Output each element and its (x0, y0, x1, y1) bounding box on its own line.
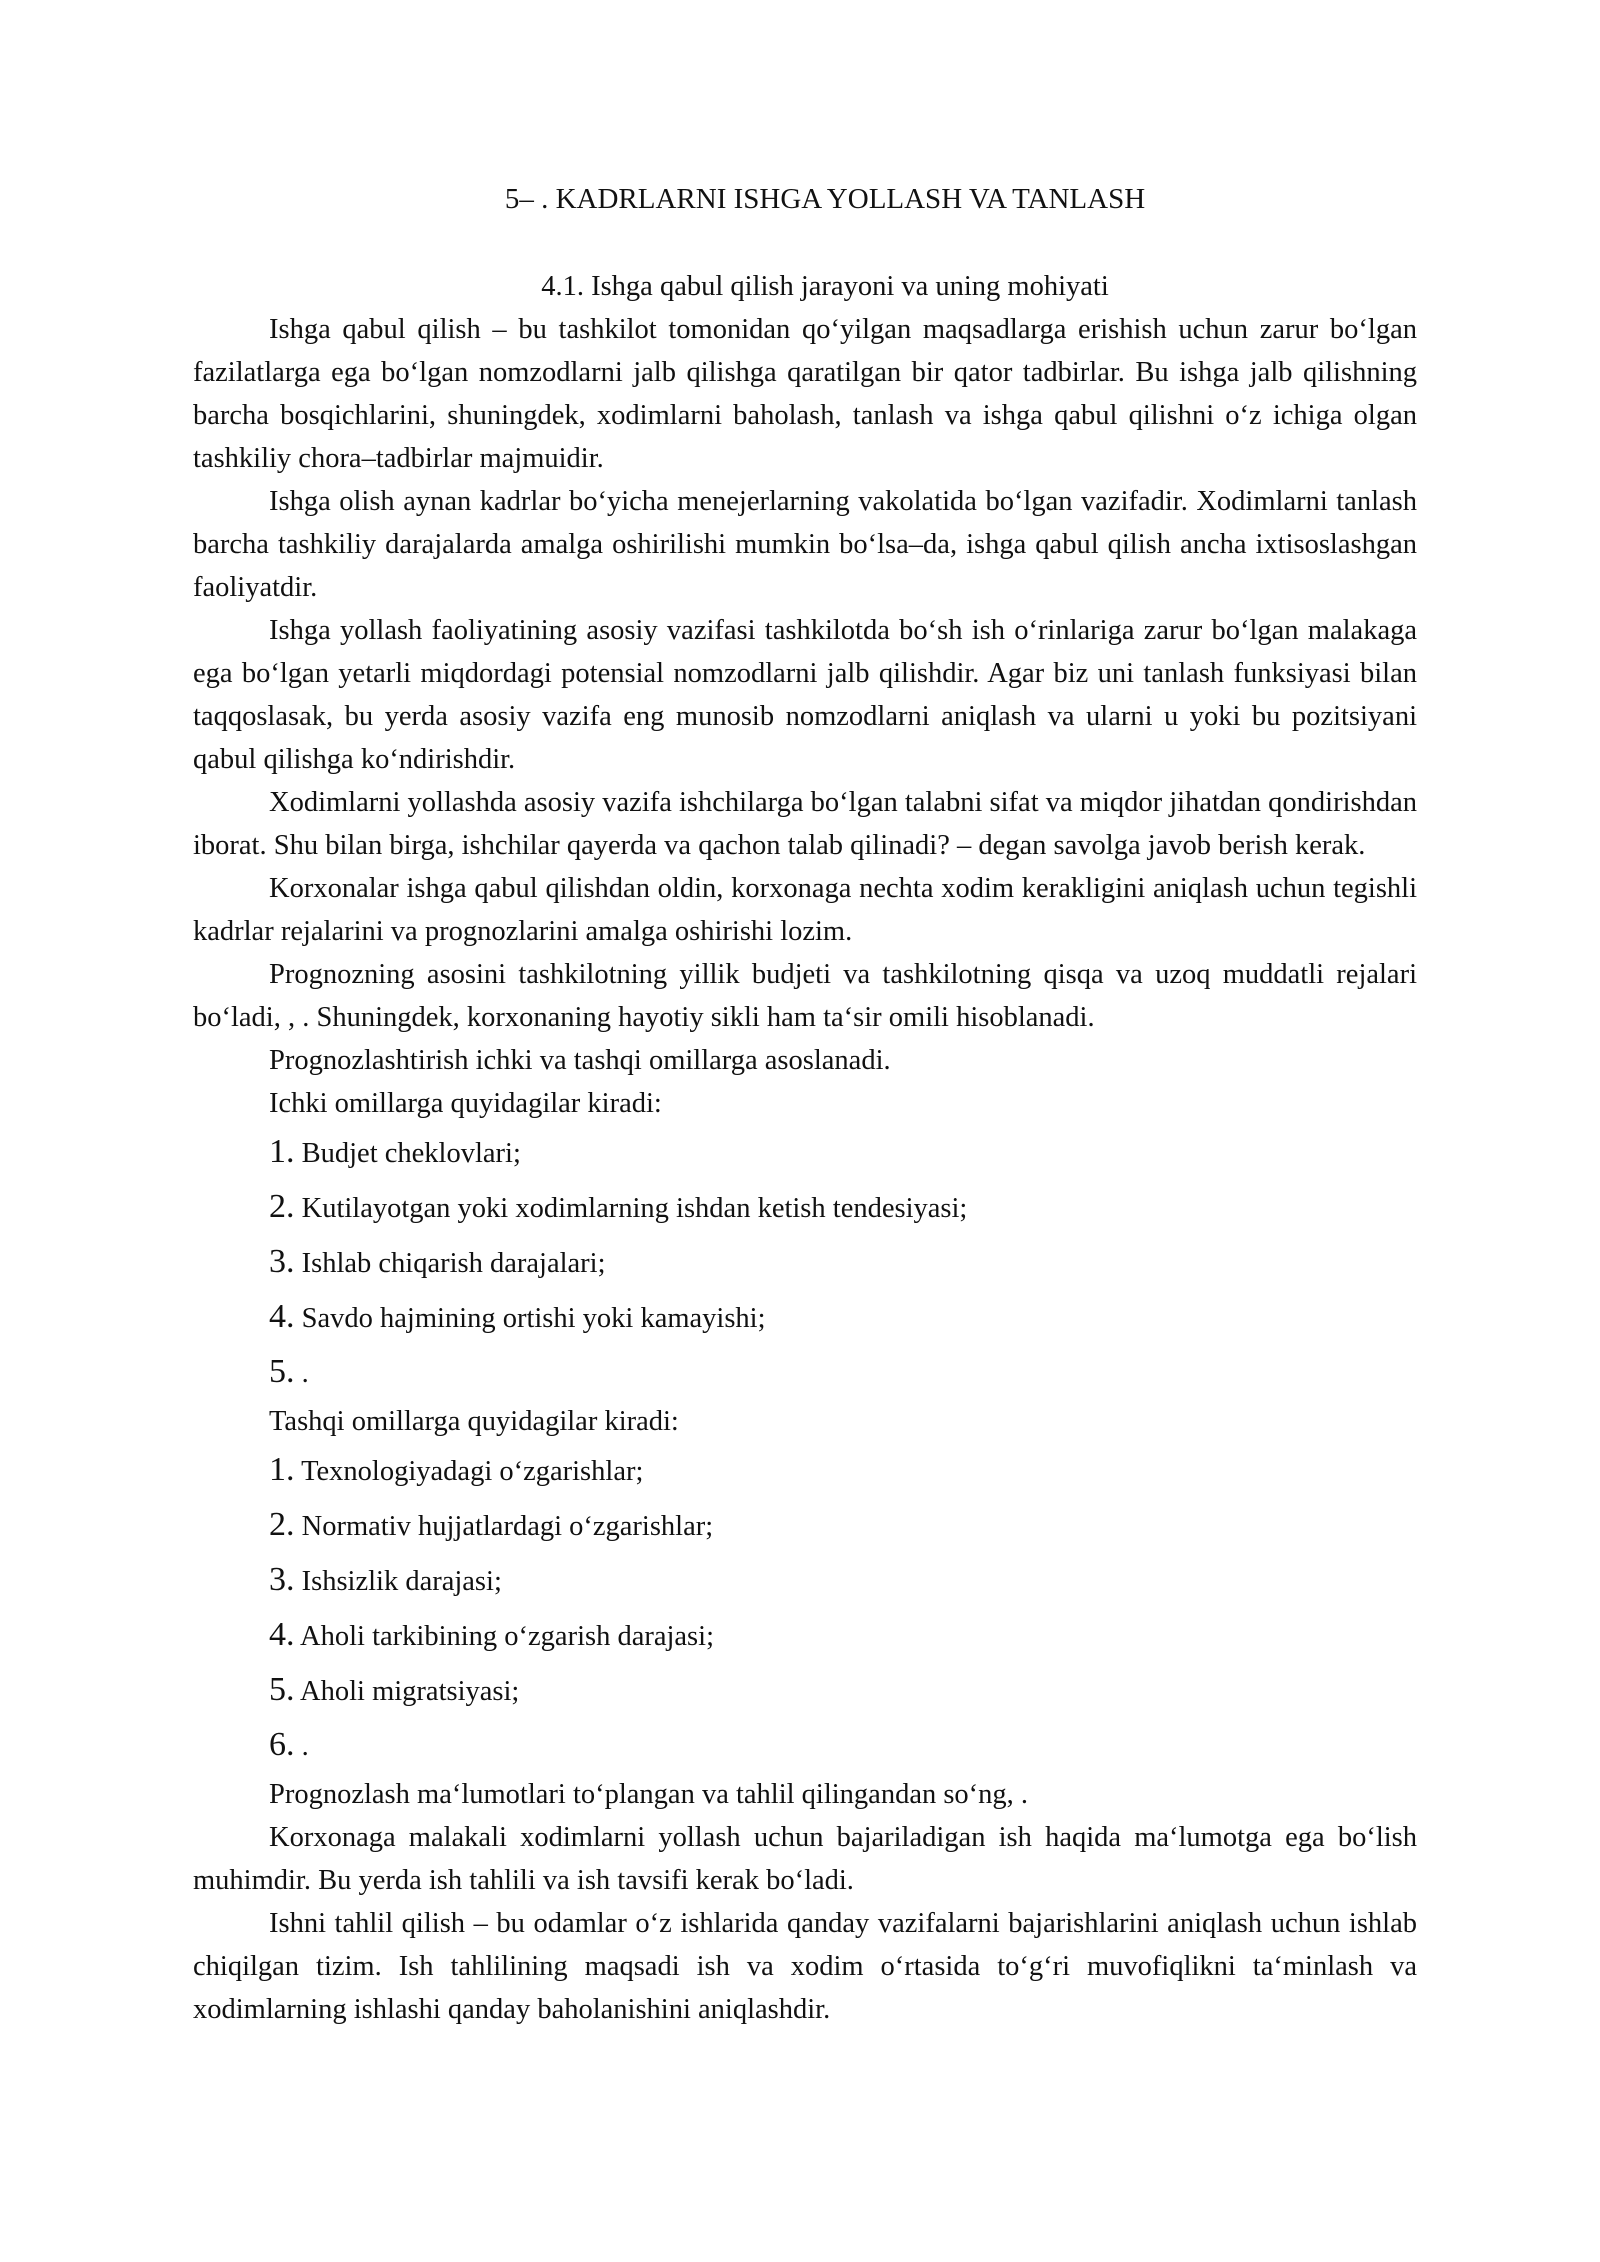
paragraph: Ishni tahlil qilish – bu odamlar o‘z ishlarida qanday vazifalarni bajarishlarini aniqlash uchun ishlab chiqilgan tizim. Ish tahlilining maqsadi ish va xodim o‘rtasida to‘g‘ri muvofiqlikni ta‘minlash va xodimlarning ishlashi qanday baholanishini aniqlashdir. (193, 1908, 1417, 2025)
list-intro: Ichki omillarga quyidagilar kiradi: (269, 1088, 662, 1119)
section-title: 4.1. Ishga qabul qilish jarayoni va uning mohiyati (541, 271, 1109, 302)
list-item (269, 1498, 1417, 1553)
list-number: 3. (269, 1561, 295, 1598)
paragraph: Prognozlash ma‘lumotlari to‘plangan va tahlil qilingandan so‘ng, . (269, 1779, 1029, 1810)
list-text: Budjet cheklovlari; (294, 1138, 521, 1169)
list-text: Aholi migratsiyasi; (294, 1676, 520, 1707)
list-number: 3. (269, 1243, 295, 1280)
list-number: 2. (269, 1188, 295, 1225)
paragraph: Prognozlashtirish ichki va tashqi omillarga asoslanadi. (269, 1045, 891, 1076)
paragraph: Korxonaga malakali xodimlarni yollash uchun bajariladigan ish haqida ma‘lumotga ega bo‘lish muhimdir. Bu yerda ish tahlili va ish tavsifi kerak bo‘ladi. (193, 1822, 1417, 1896)
list-item (269, 1345, 1417, 1400)
list-item (269, 1608, 1417, 1663)
list-item (269, 1125, 1417, 1180)
external-factors-list (193, 1443, 1417, 1773)
list-item (269, 1553, 1417, 1608)
list-text: Savdo hajmining ortishi yoki kamayishi; (294, 1303, 766, 1334)
list-number: 1. (269, 1451, 295, 1488)
list-item (269, 1290, 1417, 1345)
internal-factors-list (193, 1125, 1417, 1400)
chapter-title: 5– . KADRLARNI ISHGA YOLLASH VA TANLASH (504, 183, 1146, 215)
list-intro: Tashqi omillarga quyidagilar kiradi: (269, 1406, 679, 1437)
document-page (193, 178, 1417, 2031)
list-text: Ishsizlik darajasi; (294, 1566, 502, 1597)
list-item (269, 1718, 1417, 1773)
list-text: Texnologiyadagi o‘zgarishlar; (294, 1456, 644, 1487)
paragraph: Ishga olish aynan kadrlar bo‘yicha menejerlarning vakolatida bo‘lgan vazifadir. Xodimlarni tanlash barcha tashkiliy darajalarda amalga oshirilishi mumkin bo‘lsa–da, ishga qabul qilish ancha ixtisoslashgan faoliyatdir. (193, 486, 1417, 603)
list-text: . (294, 1731, 309, 1762)
paragraph: Prognozning asosini tashkilotning yillik budjeti va tashkilotning qisqa va uzoq muddatli rejalari bo‘ladi, , . Shuningdek, korxonaning hayotiy sikli ham ta‘sir omili hisoblanadi. (193, 959, 1417, 1033)
list-number: 5. (269, 1671, 295, 1708)
list-number: 6. (269, 1726, 295, 1763)
list-text: Normativ hujjatlardagi o‘zgarishlar; (294, 1511, 714, 1542)
list-number: 2. (269, 1506, 295, 1543)
paragraph: Ishga yollash faoliyatining asosiy vazifasi tashkilotda bo‘sh ish o‘rinlariga zarur bo‘lgan malakaga ega bo‘lgan yetarli miqdordagi potensial nomzodlarni jalb qilishdir. Agar biz uni tanlash funksiyasi bilan taqqoslasak, bu yerda asosiy vazifa eng munosib nomzodlarni aniqlash va ularni u yoki bu pozitsiyani qabul qilishga ko‘ndirishdir. (193, 615, 1417, 775)
list-text: . (294, 1358, 309, 1389)
list-number: 4. (269, 1298, 295, 1335)
list-number: 1. (269, 1133, 295, 1170)
list-text: Ishlab chiqarish darajalari; (294, 1248, 606, 1279)
list-item (269, 1235, 1417, 1290)
paragraph: Korxonalar ishga qabul qilishdan oldin, korxonaga nechta xodim kerakligini aniqlash uchun tegishli kadrlar rejalarini va prognozlarini amalga oshirishi lozim. (193, 873, 1417, 947)
list-item (269, 1663, 1417, 1718)
paragraph: Xodimlarni yollashda asosiy vazifa ishchilarga bo‘lgan talabni sifat va miqdor jihatdan qondirishdan iborat. Shu bilan birga, ishchilar qayerda va qachon talab qilinadi? – degan savolga javob berish kerak. (193, 787, 1417, 861)
list-number: 4. (269, 1616, 295, 1653)
list-text: Kutilayotgan yoki xodimlarning ishdan ketish tendesiyasi; (294, 1193, 968, 1224)
list-item (269, 1443, 1417, 1498)
paragraph: Ishga qabul qilish – bu tashkilot tomonidan qo‘yilgan maqsadlarga erishish uchun zarur bo‘lgan fazilatlarga ega bo‘lgan nomzodlarni jalb qilishga qaratilgan bir qator tadbirlar. Bu ishga jalb qilishning barcha bosqichlarini, shuningdek, xodimlarni baholash, tanlash va ishga qabul qilishni o‘z ichiga olgan tashkiliy chora–tadbirlar majmuidir. (193, 314, 1417, 474)
list-number: 5. (269, 1353, 295, 1390)
list-item (269, 1180, 1417, 1235)
list-text: Aholi tarkibining o‘zgarish darajasi; (294, 1621, 714, 1652)
